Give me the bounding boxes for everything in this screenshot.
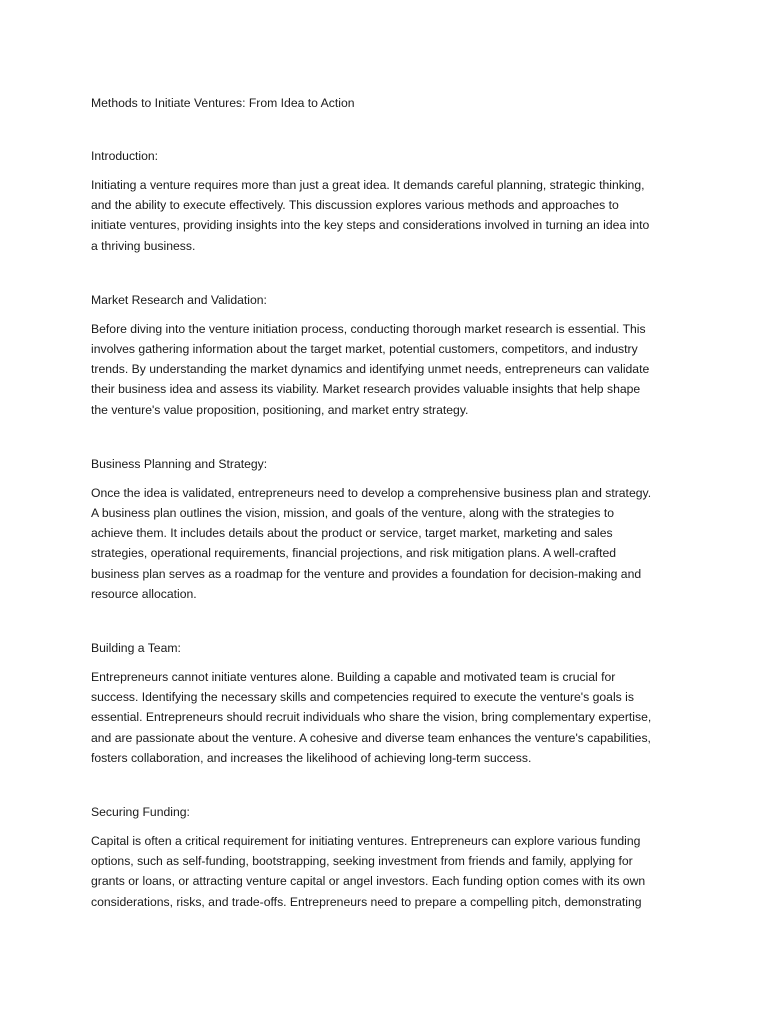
paragraph-line: achieve them. It includes details about the product or service, target market, marketing and sales (91, 526, 613, 541)
paragraph (91, 831, 691, 912)
document-title: Methods to Initiate Ventures: From Idea to Action (91, 96, 355, 110)
paragraph-line: the venture's value proposition, positioning, and market entry strategy. (91, 402, 469, 417)
paragraph-line: their business idea and assess its viability. Market research provides valuable insights that help shape (91, 382, 641, 397)
paragraph-line: fosters collaboration, and increases the likelihood of achieving long-term success. (91, 750, 532, 765)
section-heading: Introduction: (91, 149, 159, 163)
paragraph (91, 483, 691, 604)
paragraph-line: options, such as self-funding, bootstrapping, seeking investment from friends and family, applying for (91, 854, 633, 869)
paragraph (91, 175, 691, 256)
paragraph-line: and the ability to execute effectively. This discussion explores various methods and approaches to (91, 198, 619, 213)
paragraph (91, 667, 691, 768)
paragraph-line: success. Identifying the necessary skills and competencies required to execute the venture's goals is (91, 690, 634, 705)
paragraph-line: initiate ventures, providing insights into the key steps and considerations involved in turning an idea into (91, 218, 650, 233)
section-business-planning (91, 455, 691, 604)
paragraph-line: trends. By understanding the market dynamics and identifying unmet needs, entrepreneurs can validate (91, 362, 650, 377)
paragraph-line: Once the idea is validated, entrepreneurs need to develop a comprehensive business plan and strategy. (91, 485, 652, 500)
paragraph-line: strategies, operational requirements, financial projections, and risk mitigation plans. A well-crafted (91, 546, 617, 561)
document-body (91, 94, 691, 947)
paragraph-line: A business plan outlines the vision, mission, and goals of the venture, along with the strategies to (91, 506, 615, 521)
paragraph-line: Capital is often a critical requirement for initiating ventures. Entrepreneurs can explore various funding (91, 834, 641, 849)
section-heading: Securing Funding: (91, 805, 190, 820)
section-heading: Business Planning and Strategy: (91, 456, 268, 471)
paragraph (91, 319, 691, 420)
section-securing-funding (91, 803, 691, 912)
paragraph-line: a thriving business. (91, 238, 196, 253)
paragraph-line: and are passionate about the venture. A cohesive and diverse team enhances the venture's capabilities, (91, 730, 651, 745)
paragraph-line: business plan serves as a roadmap for the venture and provides a foundation for decision-making and (91, 566, 642, 581)
section-heading: Market Research and Validation: (91, 292, 267, 307)
paragraph-line: Initiating a venture requires more than just a great idea. It demands careful planning, strategic thinking, (91, 178, 645, 192)
section-heading: Building a Team: (91, 641, 181, 656)
paragraph-line: involves gathering information about the target market, potential customers, competitors, and industry (91, 342, 638, 357)
paragraph-line: Before diving into the venture initiation process, conducting thorough market research is essential. This (91, 321, 646, 336)
paragraph-line: resource allocation. (91, 586, 197, 601)
section-market-research (91, 291, 691, 420)
paragraph-line: Entrepreneurs cannot initiate ventures alone. Building a capable and motivated team is crucial for (91, 670, 616, 685)
section-building-team (91, 639, 691, 768)
paragraph-line: considerations, risks, and trade-offs. Entrepreneurs need to prepare a compelling pitch, demonstrating (91, 894, 642, 909)
paragraph-line: essential. Entrepreneurs should recruit individuals who share the vision, bring complementary expertise, (91, 710, 652, 725)
paragraph-line: grants or loans, or attracting venture capital or angel investors. Each funding option comes with its own (91, 874, 646, 889)
section-introduction (91, 147, 691, 256)
